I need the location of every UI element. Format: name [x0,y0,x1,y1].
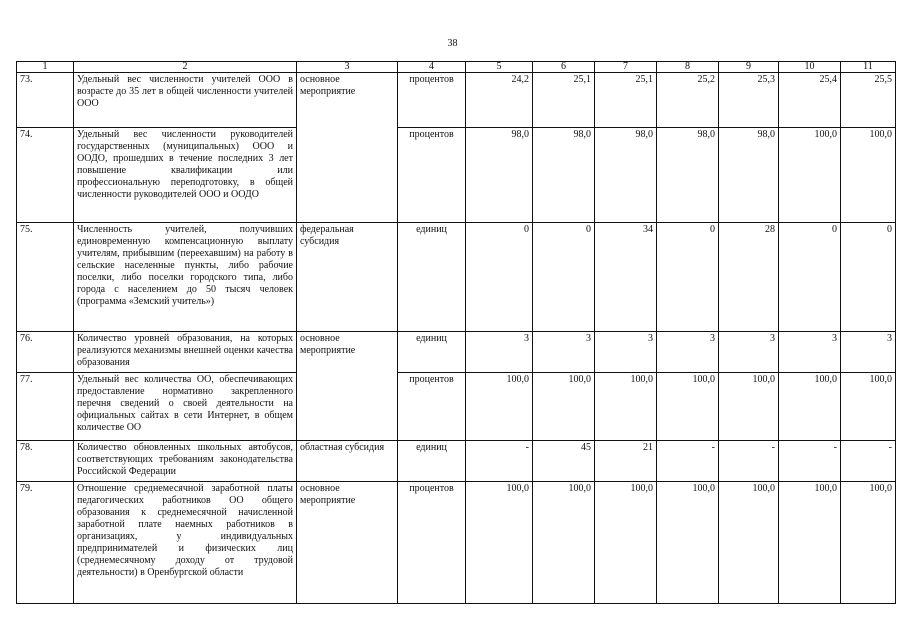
unit-cell: процентов [398,373,466,441]
indicator-name: Удельный вес численности учителей ООО в возрасте до 35 лет в общей численности учителей ООО [74,73,297,128]
value-cell: 98,0 [533,128,595,223]
header-cell: 4 [398,62,466,73]
value-cell: 98,0 [466,128,533,223]
source-cell: федеральная субсидия [297,223,398,332]
unit-cell: единиц [398,441,466,482]
value-cell: 24,2 [466,73,533,128]
value-cell: 25,2 [657,73,719,128]
value-cell: 100,0 [466,482,533,604]
source-cell: основное мероприятие [297,482,398,604]
value-cell: 100,0 [466,373,533,441]
header-cell: 6 [533,62,595,73]
value-cell: 3 [779,332,841,373]
value-cell: 100,0 [841,482,896,604]
value-cell: 98,0 [595,128,657,223]
indicator-name: Численность учителей, получивших единовременную компенсационную выплату учителям, прибывшим (переехавшим) на работу в сельские населенные пункты, либо рабочие поселки, либо поселки городского типа, либо города с населением до 50 тысяч человек (программа «Земский учитель») [74,223,297,332]
value-cell: 100,0 [533,482,595,604]
table-row [17,128,896,223]
value-cell: 100,0 [841,128,896,223]
unit-cell: единиц [398,332,466,373]
row-number: 76. [17,332,74,373]
unit-cell: единиц [398,223,466,332]
value-cell: 100,0 [533,373,595,441]
value-cell: 45 [533,441,595,482]
indicator-name: Отношение среднемесячной заработной платы педагогических работников ОО общего образования к среднемесячной начисленной заработной плате наемных работников в организациях, у индивидуальных предпринимателей и физических лиц (среднемесячному доходу от трудовой деятельности) в Оренбургской области [74,482,297,604]
header-cell: 9 [719,62,779,73]
table-row [17,482,896,604]
table-row [17,332,896,373]
value-cell: 0 [466,223,533,332]
value-cell: 0 [779,223,841,332]
header-cell: 5 [466,62,533,73]
row-number: 73. [17,73,74,128]
value-cell: 3 [841,332,896,373]
source-cell: основное мероприятие [297,73,398,223]
indicators-table [16,61,896,604]
value-cell: 100,0 [595,373,657,441]
value-cell: 100,0 [657,373,719,441]
value-cell: 100,0 [841,373,896,441]
value-cell: 3 [466,332,533,373]
header-cell: 7 [595,62,657,73]
source-cell: областная субсидия [297,441,398,482]
value-cell: 25,1 [533,73,595,128]
value-cell: 25,5 [841,73,896,128]
value-cell: 25,4 [779,73,841,128]
value-cell: 3 [533,332,595,373]
value-cell: 100,0 [595,482,657,604]
source-cell: основное мероприятие [297,332,398,441]
indicator-name: Удельный вес количества ОО, обеспечивающих предоставление нормативно закрепленного перечня сведений о своей деятельности на официальных сайтах в сети Интернет, в общем количестве ОО [74,373,297,441]
value-cell: 25,1 [595,73,657,128]
header-cell: 1 [17,62,74,73]
row-number: 74. [17,128,74,223]
table-row [17,441,896,482]
value-cell: - [779,441,841,482]
value-cell: - [466,441,533,482]
value-cell: 100,0 [719,482,779,604]
unit-cell: процентов [398,482,466,604]
value-cell: 28 [719,223,779,332]
value-cell: 25,3 [719,73,779,128]
indicator-name: Удельный вес численности руководителей государственных (муниципальных) ООО и ООДО, прошедших в течение последних 3 лет повышение квалификации или профессиональную переподготовку, в общей численности руководителей ООО и ООДО [74,128,297,223]
header-cell: 11 [841,62,896,73]
value-cell: 21 [595,441,657,482]
value-cell: 100,0 [657,482,719,604]
row-number: 77. [17,373,74,441]
header-cell: 3 [297,62,398,73]
value-cell: 3 [595,332,657,373]
value-cell: 98,0 [657,128,719,223]
value-cell: 0 [841,223,896,332]
page-number: 38 [447,38,458,49]
value-cell: 0 [657,223,719,332]
unit-cell: процентов [398,128,466,223]
value-cell: 100,0 [779,482,841,604]
table-row [17,223,896,332]
indicator-name: Количество уровней образования, на которых реализуются механизмы внешней оценки качества образования [74,332,297,373]
value-cell: - [719,441,779,482]
value-cell: 0 [533,223,595,332]
row-number: 79. [17,482,74,604]
value-cell: 34 [595,223,657,332]
table-row [17,73,896,128]
row-number: 75. [17,223,74,332]
indicator-name: Количество обновленных школьных автобусов, соответствующих требованиям законодательства Российской Федерации [74,441,297,482]
value-cell: 100,0 [779,128,841,223]
header-cell: 8 [657,62,719,73]
table-row [17,373,896,441]
value-cell: 3 [719,332,779,373]
value-cell: 98,0 [719,128,779,223]
table-header-row [17,62,896,73]
value-cell: 3 [657,332,719,373]
value-cell: 100,0 [719,373,779,441]
header-cell: 2 [74,62,297,73]
value-cell: - [841,441,896,482]
header-cell: 10 [779,62,841,73]
row-number: 78. [17,441,74,482]
unit-cell: процентов [398,73,466,128]
value-cell: - [657,441,719,482]
value-cell: 100,0 [779,373,841,441]
